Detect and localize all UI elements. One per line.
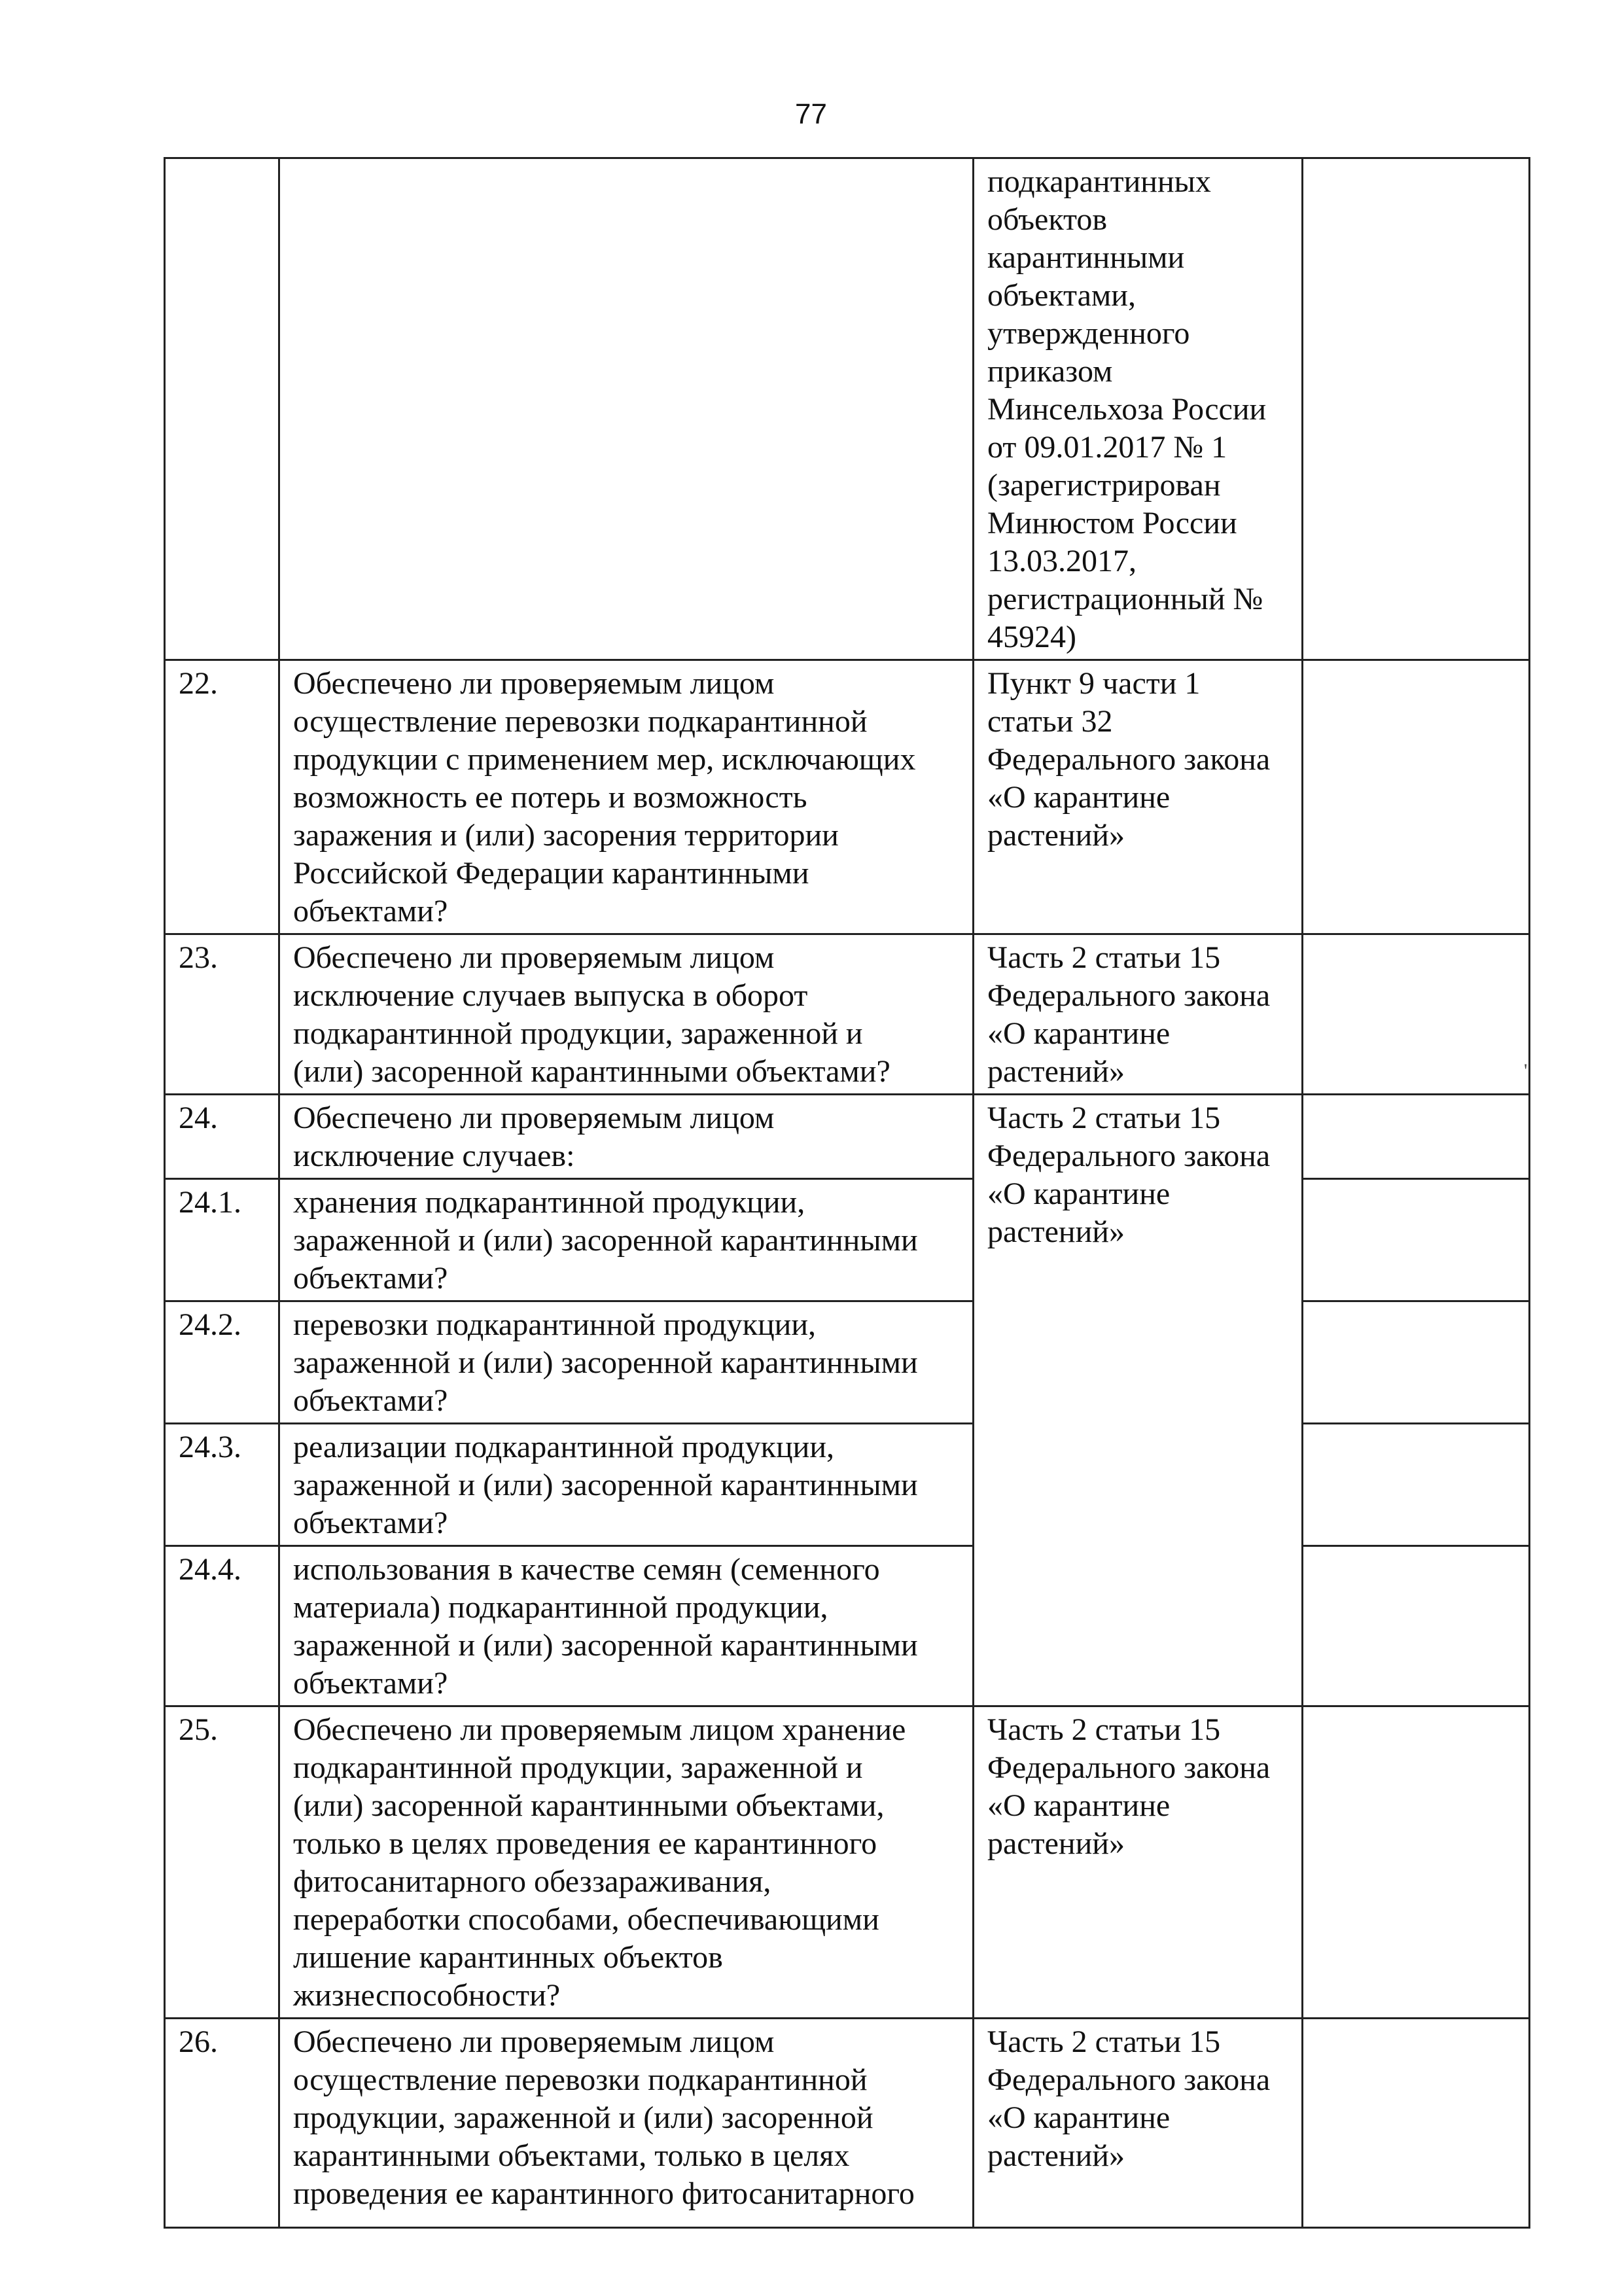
answer-cell [1303,2019,1530,2228]
row-number: 26. [165,2019,279,2228]
legal-reference: Часть 2 статьи 15 Федерального закона «О карантине растений» [974,934,1303,1095]
question-cell [279,158,974,660]
question-text: Обеспечено ли проверяемым лицом осуществление перевозки подкарантинной продукции с применением мер, исключающих возможность ее потерь и возможность заражения и (или) засорения территории Российской Федерации карантинными объектами? [279,660,974,934]
answer-cell [1303,1301,1530,1424]
question-text: Обеспечено ли проверяемым лицом осуществление перевозки подкарантинной продукции, зараженной и (или) засоренной карантинными объектами, только в целях проведения ее карантинного фитосанитарного [279,2019,974,2228]
table-row-26 [165,2019,1530,2228]
answer-cell [1303,1706,1530,2019]
question-text: Обеспечено ли проверяемым лицом исключение случаев выпуска в оборот подкарантинной продукции, зараженной и (или) засоренной карантинными объектами? [279,934,974,1095]
question-text: реализации подкарантинной продукции, зараженной и (или) засоренной карантинными объектами? [279,1424,974,1546]
row-number: 25. [165,1706,279,2019]
row-number: 24.1. [165,1179,279,1301]
table-row-24-2 [165,1301,1530,1424]
legal-reference: Часть 2 статьи 15 Федерального закона «О карантине растений» [974,1095,1303,1706]
page-number: 77 [795,98,827,130]
table-row-24-4 [165,1546,1530,1706]
table-row-24-1 [165,1179,1530,1301]
row-number: 23. [165,934,279,1095]
row-number: 24.3. [165,1424,279,1546]
stray-mark: ' [1524,1060,1528,1082]
row-number: 24.4. [165,1546,279,1706]
question-text: использования в качестве семян (семенного материала) подкарантинной продукции, зараженной и (или) засоренной карантинными объектами? [279,1546,974,1706]
question-text: перевозки подкарантинной продукции, зараженной и (или) засоренной карантинными объектами? [279,1301,974,1424]
row-number: 22. [165,660,279,934]
answer-cell [1303,660,1530,934]
table-row-continuation [165,158,1530,660]
number-cell [165,158,279,660]
table-row-24 [165,1095,1530,1179]
question-text: Обеспечено ли проверяемым лицом исключение случаев: [279,1095,974,1179]
legal-reference-cell: подкарантинных объектов карантинными объектами, утвержденного приказом Минсельхоза России от 09.01.2017 № 1 (зарегистрирован Минюстом России 13.03.2017, регистрационный № 45924) [974,158,1303,660]
answer-cell [1303,1424,1530,1546]
table-row-23 [165,934,1530,1095]
legal-reference: Часть 2 статьи 15 Федерального закона «О карантине растений» [974,2019,1303,2228]
answer-cell [1303,158,1530,660]
table-row-25 [165,1706,1530,2019]
legal-reference: Часть 2 статьи 15 Федерального закона «О карантине растений» [974,1706,1303,2019]
table-row-24-3 [165,1424,1530,1546]
checklist-table [164,157,1530,2229]
question-text: хранения подкарантинной продукции, зараженной и (или) засоренной карантинными объектами? [279,1179,974,1301]
legal-reference: Пункт 9 части 1 статьи 32 Федерального закона «О карантине растений» [974,660,1303,934]
answer-cell [1303,1179,1530,1301]
row-number: 24. [165,1095,279,1179]
answer-cell [1303,1546,1530,1706]
answer-cell [1303,1095,1530,1179]
question-text: Обеспечено ли проверяемым лицом хранение подкарантинной продукции, зараженной и (или) засоренной карантинными объектами, только в целях проведения ее карантинного фитосанитарного обеззараживания, переработки способами, обеспечивающими лишение карантинных объектов жизнеспособности? [279,1706,974,2019]
answer-cell [1303,934,1530,1095]
row-number: 24.2. [165,1301,279,1424]
table-row-22 [165,660,1530,934]
